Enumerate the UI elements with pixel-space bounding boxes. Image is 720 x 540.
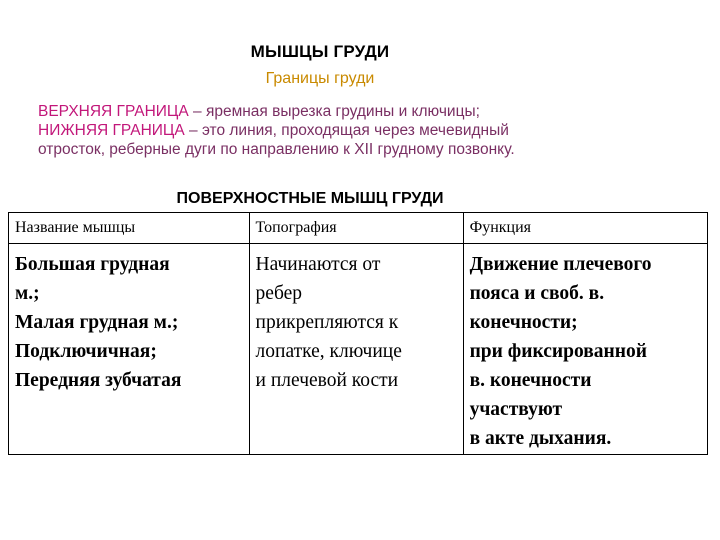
section-title: ПОВЕРХНОСТНЫЕ МЫШЦ ГРУДИ (176, 190, 444, 207)
lower-boundary-continuation: отросток, реберные дуги по направлению к XII грудному позвонку. (38, 141, 515, 158)
topography-line: Начинаются от (255, 254, 381, 275)
lower-boundary-label: НИЖНЯЯ ГРАНИЦА (38, 122, 185, 139)
function-line: конечности; (469, 312, 578, 333)
table-row (9, 244, 708, 455)
function-line: пояса и своб. в. (469, 283, 605, 304)
upper-boundary-line (38, 102, 698, 121)
function-line: Движение плечевого (469, 254, 652, 275)
chest-boundaries (38, 102, 698, 159)
upper-boundary-text: – яремная вырезка грудины и ключицы; (188, 103, 480, 120)
cell-muscle-names (9, 244, 250, 455)
muscle-name-line: м.; (15, 283, 40, 304)
muscles-table (8, 212, 708, 455)
function-line: в акте дыхания. (469, 428, 612, 449)
cell-topography (249, 244, 463, 455)
page-title: МЫШЦЫ ГРУДИ (250, 42, 390, 61)
function-line: при фиксированной (469, 341, 647, 362)
upper-boundary-label: ВЕРХНЯЯ ГРАНИЦА (38, 103, 189, 120)
muscle-name-line: Малая грудная м.; (15, 312, 179, 333)
function-line: в. конечности (469, 370, 592, 391)
table-header-row (9, 213, 708, 244)
function-line: участвуют (469, 399, 563, 420)
muscle-name-line: Передняя зубчатая (15, 370, 182, 391)
page-subtitle: Границы груди (265, 70, 375, 87)
header-muscle-name: Название мышцы (9, 213, 250, 244)
topography-line: лопатке, ключице (255, 341, 402, 362)
topography-line: и плечевой кости (255, 370, 399, 391)
muscle-name-line: Подключичная; (15, 341, 157, 362)
topography-line: прикрепляются к (255, 312, 399, 333)
topography-line: ребер (255, 283, 303, 304)
header-function: Функция (463, 213, 707, 244)
lower-boundary-text: – это линия, проходящая через мечевидный (184, 122, 509, 139)
cell-function (463, 244, 707, 455)
muscle-name-line: Большая грудная (15, 254, 170, 275)
header-topography: Топография (249, 213, 463, 244)
lower-boundary-line (38, 121, 698, 140)
